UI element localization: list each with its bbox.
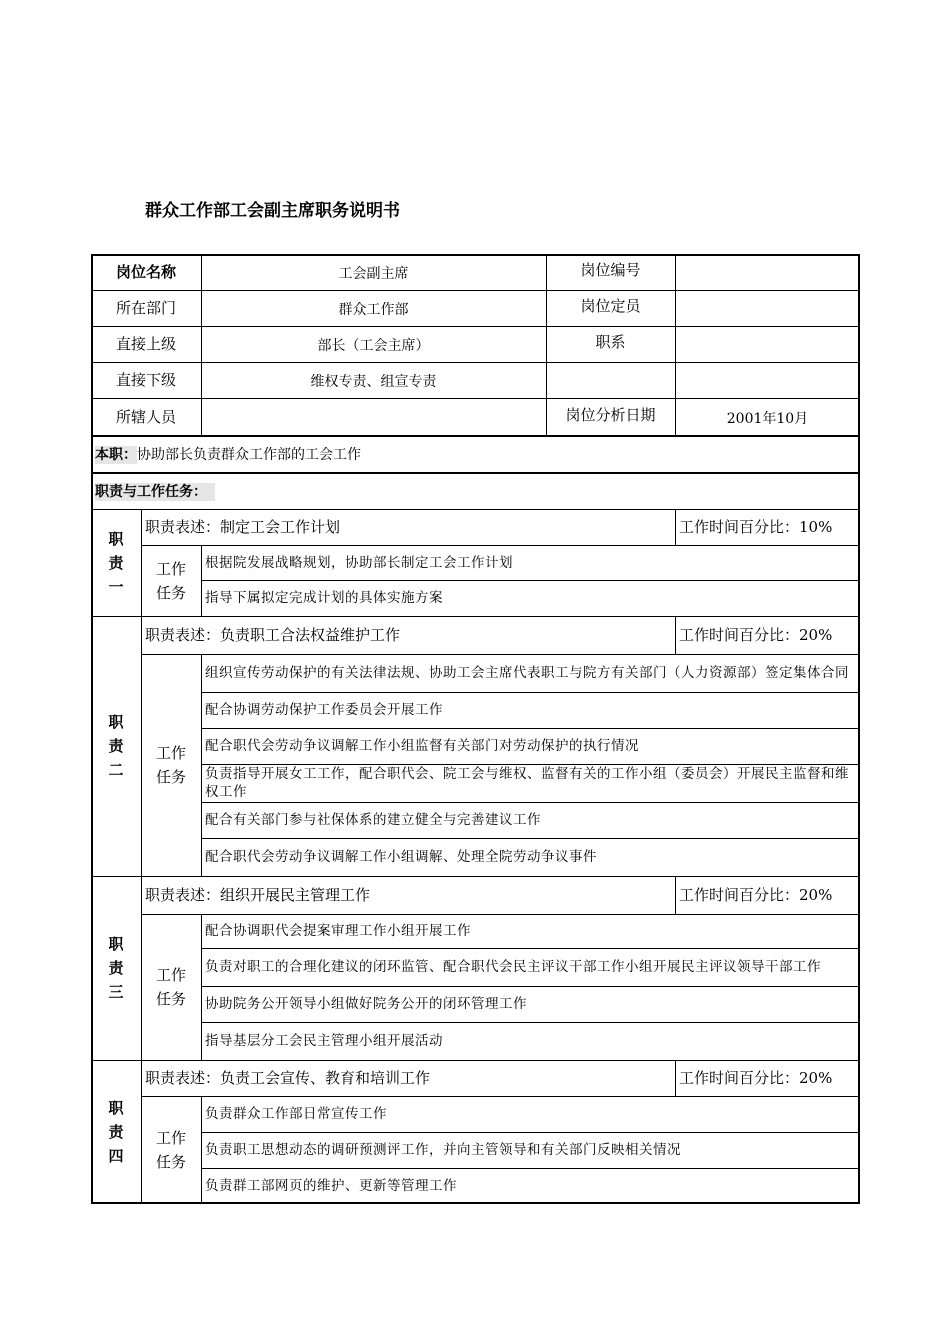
duties-header-label: 职责与工作任务： bbox=[95, 483, 215, 501]
duties-header bbox=[91, 474, 860, 510]
task-item: 根据院发展战略规划，协助部长制定工会工作计划 bbox=[205, 554, 513, 571]
task-label-line: 工作 bbox=[155, 1129, 186, 1147]
task-item: 协助院务公开领导小组做好院务公开的闭环管理工作 bbox=[205, 996, 527, 1012]
duty-name-char: 职 bbox=[108, 935, 124, 953]
duty-name-char: 二 bbox=[108, 761, 124, 779]
task-item: 指导基层分工会民主管理小组开展活动 bbox=[205, 1033, 443, 1049]
duty-name-char: 一 bbox=[108, 577, 124, 596]
task-label-line: 任务 bbox=[155, 768, 186, 786]
task-label-line: 工作 bbox=[155, 559, 186, 578]
department-label: 所在部门 bbox=[115, 299, 176, 317]
task-label-line: 任务 bbox=[155, 1153, 186, 1171]
task-item: 配合有关部门参与社保体系的建立健全与完善建议工作 bbox=[205, 812, 541, 828]
core-duty bbox=[91, 438, 860, 472]
task-item: 负责群工部网页的维护、更新等管理工作 bbox=[205, 1178, 457, 1194]
duty-name-char: 职 bbox=[108, 529, 124, 548]
duty-description: 职责表述：组织开展民主管理工作 bbox=[145, 886, 371, 904]
position-no-label: 岗位编号 bbox=[580, 261, 641, 279]
rank-value bbox=[675, 328, 860, 364]
duty-name-char: 责 bbox=[108, 737, 124, 755]
page-title: 群众工作部工会副主席职务说明书 bbox=[145, 201, 400, 221]
duty-time-percentage: 工作时间百分比：20% bbox=[679, 886, 833, 904]
task-item: 配合职代会劳动争议调解工作小组调解、处理全院劳动争议事件 bbox=[205, 849, 597, 865]
core-duty-text: 协助部长负责群众工作部的工会工作 bbox=[137, 447, 361, 463]
task-label bbox=[141, 1096, 201, 1204]
duty-time-percentage: 工作时间百分比：20% bbox=[679, 1069, 833, 1087]
task-item: 负责指导开展女工工作，配合职代会、院工会与维权、监督有关的工作小组（委员会）开展民主监督和维权工作 bbox=[205, 766, 849, 800]
rank-label: 职系 bbox=[595, 333, 626, 351]
duty-name bbox=[91, 1060, 141, 1204]
task-label-line: 工作 bbox=[155, 966, 186, 984]
subordinate-value: 维权专责、组宣专责 bbox=[310, 374, 437, 390]
duty-name-char: 职 bbox=[108, 713, 124, 731]
analysis-date-label: 岗位分析日期 bbox=[565, 406, 656, 424]
task-label-line: 工作 bbox=[155, 744, 186, 762]
staff-value bbox=[201, 400, 546, 438]
task-label bbox=[141, 654, 201, 876]
task-label bbox=[141, 545, 201, 616]
position-no-value bbox=[675, 256, 860, 292]
quota-label: 岗位定员 bbox=[580, 297, 641, 315]
task-item: 配合协调职代会提案审理工作小组开展工作 bbox=[205, 923, 471, 939]
department-value: 群众工作部 bbox=[338, 302, 409, 318]
duty-name-char: 责 bbox=[108, 959, 124, 977]
task-item: 负责群众工作部日常宣传工作 bbox=[205, 1106, 387, 1122]
duty-description: 职责表述：负责职工合法权益维护工作 bbox=[145, 626, 401, 644]
superior-value: 部长（工会主席） bbox=[317, 338, 430, 354]
task-item: 配合协调劳动保护工作委员会开展工作 bbox=[205, 702, 443, 718]
duty-name bbox=[91, 876, 141, 1060]
task-item: 负责职工思想动态的调研预测评工作，并向主管领导和有关部门反映相关情况 bbox=[205, 1142, 681, 1158]
subordinate-label: 直接下级 bbox=[115, 371, 176, 389]
duty-name bbox=[91, 616, 141, 876]
position-name-label: 岗位名称 bbox=[115, 263, 176, 281]
task-label bbox=[141, 914, 201, 1060]
duty-name-char: 四 bbox=[108, 1147, 124, 1165]
position-name-value: 工会副主席 bbox=[338, 266, 409, 282]
task-item: 指导下属拟定完成计划的具体实施方案 bbox=[205, 590, 443, 606]
duty-time-percentage: 工作时间百分比：10% bbox=[679, 518, 833, 536]
quota-value bbox=[675, 292, 860, 328]
superior-label: 直接上级 bbox=[115, 335, 176, 353]
duty-name bbox=[91, 509, 141, 616]
staff-label: 所辖人员 bbox=[115, 408, 176, 426]
task-item: 组织宣传劳动保护的有关法律法规、协助工会主席代表职工与院方有关部门（人力资源部）签定集体合同 bbox=[205, 665, 849, 681]
task-label-line: 任务 bbox=[155, 583, 186, 602]
task-item: 配合职代会劳动争议调解工作小组监督有关部门对劳动保护的执行情况 bbox=[205, 738, 639, 754]
duty-description: 职责表述：制定工会工作计划 bbox=[145, 518, 341, 536]
duty-description: 职责表述：负责工会宣传、教育和培训工作 bbox=[145, 1069, 431, 1087]
duty-name-char: 三 bbox=[108, 983, 124, 1001]
task-item: 负责对职工的合理化建议的闭环监管、配合职代会民主评议干部工作小组开展民主评议领导干部工作 bbox=[205, 959, 821, 975]
analysis-date-value: 2001年10月 bbox=[726, 411, 809, 427]
duty-name-char: 职 bbox=[108, 1099, 124, 1117]
task-label-line: 任务 bbox=[155, 990, 186, 1008]
duty-name-char: 责 bbox=[108, 1123, 124, 1141]
duty-name-char: 责 bbox=[108, 553, 124, 572]
duty-time-percentage: 工作时间百分比：20% bbox=[679, 626, 833, 644]
core-duty-label: 本职： bbox=[95, 447, 137, 463]
